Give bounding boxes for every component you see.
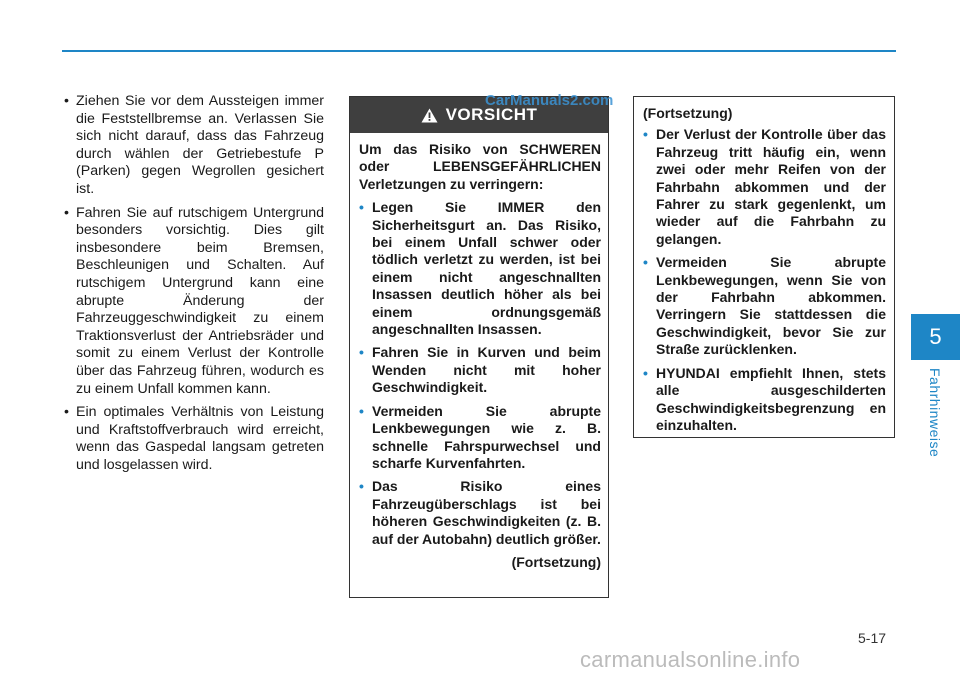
bullet-dot: • bbox=[643, 364, 648, 381]
caution-body bbox=[350, 133, 608, 571]
chapter-tab[interactable]: 5 bbox=[911, 314, 960, 360]
bullet-text: Ziehen Sie vor dem Aussteigen immer die Feststellbremse an. Verlassen Sie sich nicht darauf, dass das Fahrzeug durch wählen der Getriebestufe P (Parken) gegen Wegrollen gesichert ist. bbox=[76, 93, 324, 197]
bullet-dot: • bbox=[64, 404, 69, 421]
watermark-top: CarManuals2.com bbox=[485, 92, 614, 109]
bullet-dot: • bbox=[359, 344, 364, 361]
caution-intro: Um das Risiko von SCHWEREN oder LEBENSGEFÄHRLICHEN Verletzungen zu verringern: bbox=[359, 141, 601, 192]
chapter-label: Fahrhinweise bbox=[927, 368, 943, 458]
list-item bbox=[62, 404, 324, 474]
caution-title: VORSICHT bbox=[445, 105, 538, 124]
list-item bbox=[62, 205, 324, 399]
bullet-dot: • bbox=[643, 126, 648, 143]
caution-list bbox=[359, 199, 601, 548]
caution-item-text: Legen Sie IMMER den Sicherheitsgurt an. Das Risiko, bei einem Unfall schwer oder tödlich verletzt zu werden, ist bei einem nicht angeschnallten Insassen deutlich höher als bei einem ordnungsgemäß angeschnallten Insassen. bbox=[372, 199, 601, 338]
bullet-dot: • bbox=[64, 93, 69, 109]
bullet-dot: • bbox=[359, 402, 364, 419]
continuation-list bbox=[643, 126, 886, 434]
bullet-dot: • bbox=[359, 199, 364, 216]
watermark-bottom: carmanualsonline.info bbox=[580, 647, 801, 672]
bullet-dot: • bbox=[64, 204, 69, 221]
page-number: 5-17 bbox=[858, 630, 887, 646]
continuation-item-text: HYUNDAI empfiehlt Ihnen, stets alle ausgeschilderten Geschwindigkeitsbegrenzung en einzuhalten. bbox=[656, 364, 886, 433]
bullet-dot: • bbox=[359, 478, 364, 495]
continuation-item-text: Der Verlust der Kontrolle über das Fahrzeug tritt häufig ein, wenn zwei oder mehr Reifen von der Fahrbahn abkommen und der Fahrer zu stark gegenlenkt, um wieder auf die Fahrbahn zu gelangen. bbox=[656, 126, 886, 247]
continuation-heading: (Fortsetzung) bbox=[643, 105, 733, 121]
continuation-box bbox=[633, 96, 895, 438]
caution-box bbox=[349, 96, 609, 598]
caution-item-text: Fahren Sie in Kurven und beim Wenden nicht mit hoher Geschwindigkeit. bbox=[372, 344, 601, 396]
left-column bbox=[62, 93, 324, 480]
list-item bbox=[359, 199, 601, 338]
bullet-dot: • bbox=[643, 254, 648, 271]
caution-item-text: Vermeiden Sie abrupte Lenkbewegungen wie z. B. schnelle Fahrspurwechsel und scharfe Kurvenfahrten. bbox=[372, 402, 601, 471]
bullet-list bbox=[62, 93, 324, 474]
list-item bbox=[643, 254, 886, 358]
bullet-text: Ein optimales Verhältnis von Leistung und Kraftstoffverbrauch wird erreicht, wenn das Gaspedal langsam getreten und losgelassen wird. bbox=[76, 404, 324, 473]
list-item bbox=[62, 93, 324, 199]
list-item bbox=[359, 344, 601, 396]
caution-item-text: Das Risiko eines Fahrzeugüberschlags ist bei höheren Geschwindigkeiten (z. B. auf der Autobahn) deutlich größer. bbox=[372, 478, 601, 547]
bullet-text: Fahren Sie auf rutschigem Untergrund besonders vorsichtig. Dies gilt insbesondere beim Bremsen, Beschleunigen und Schalten. Auf rutschigem Untergrund kann eine abrupte Änderung der Fahrzeuggeschwindigkeit zu einem Traktionsverlust der Antriebsräder und somit zu einem Verlust der Kontrolle über das Fahrzeug führen, wodurch es zu einem Unfall kommen kann. bbox=[76, 204, 324, 397]
continued-note: (Fortsetzung) bbox=[511, 553, 601, 570]
list-item bbox=[359, 403, 601, 473]
warning-triangle-icon bbox=[421, 108, 438, 123]
continuation-item-text: Vermeiden Sie abrupte Lenkbewegungen, wenn Sie von der Fahrbahn abkommen. Verringern Sie stattdessen die Geschwindigkeit, bevor Sie zur Straße zurücklenken. bbox=[656, 254, 886, 358]
list-item bbox=[643, 365, 886, 435]
top-rule bbox=[62, 50, 896, 52]
list-item bbox=[643, 126, 886, 248]
list-item bbox=[359, 478, 601, 548]
